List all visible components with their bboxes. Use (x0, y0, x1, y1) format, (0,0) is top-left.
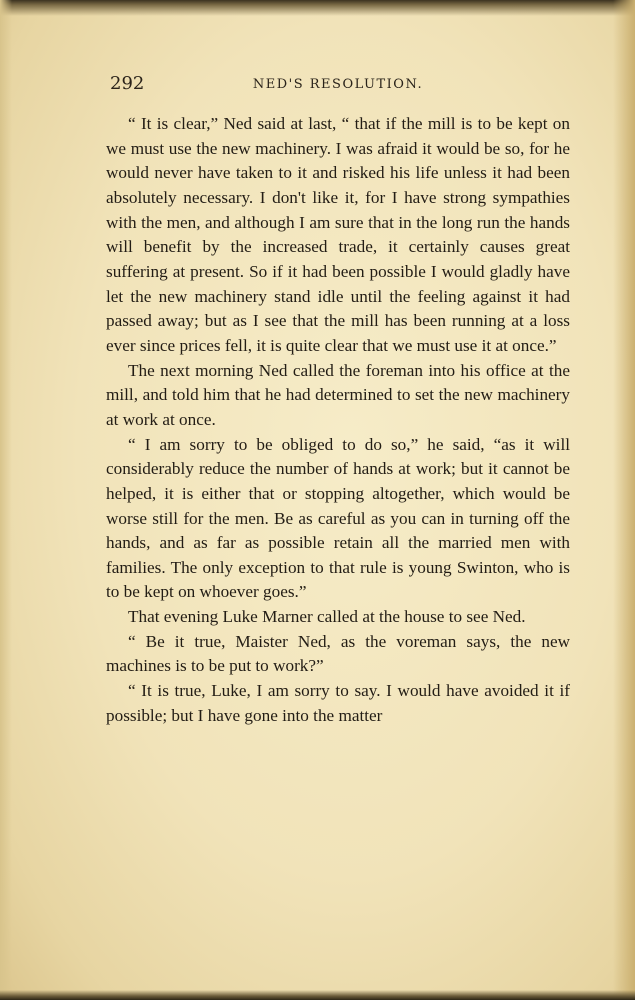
paragraph-2: The next morning Ned called the foreman into his office at the mill, and told him that he had determined to set the new machinery at work at once. (106, 360, 570, 429)
running-title: NED'S RESOLUTION. (252, 77, 424, 92)
page-top-shadow (0, 0, 635, 16)
paragraph-5: “ Be it true, Maister Ned, as the voreman says, the new machines is to be put to work?” (106, 631, 570, 676)
page-right-edge (613, 0, 635, 1000)
paragraph-6: “ It is true, Luke, I am sorry to say. I would have avoided it if possible; but I have gone into the matter (106, 681, 570, 725)
paragraph-3: “ I am sorry to be obliged to do so,” he said, “as it will considerably reduce the number of hands at work; but it cannot be helped, it is either that or stopping altogether, which would be worse still for the men. Be as careful as you can in turning off the hands, and as far as possible retain all the married men with families. The only exception to that rule is young Swinton, who is to be kept on whoever goes.” (106, 434, 570, 602)
page-header (106, 73, 570, 101)
page-bottom-shadow (0, 990, 635, 1000)
page-number: 292 (110, 73, 145, 94)
body-text (106, 112, 570, 728)
paragraph-1: “ It is clear,” Ned said at last, “ that if the mill is to be kept on we must use the new machinery. I was afraid it would be so, for he would never have taken to it and risked his life unless it had been absolutely necessary. I don't like it, for I have strong sympathies with the men, and although I am sure that in the long run the hands will benefit by the increased trade, it certainly causes great suffering at present. So if it had been possible I would gladly have let the new machinery stand idle until the feeling against it had passed away; but as I see that the mill has been running at a loss ever since prices fell, it is quite clear that we must use it at once.” (106, 114, 570, 355)
page-left-edge (0, 0, 12, 1000)
paragraph-4: That evening Luke Marner called at the house to see Ned. (128, 607, 526, 627)
